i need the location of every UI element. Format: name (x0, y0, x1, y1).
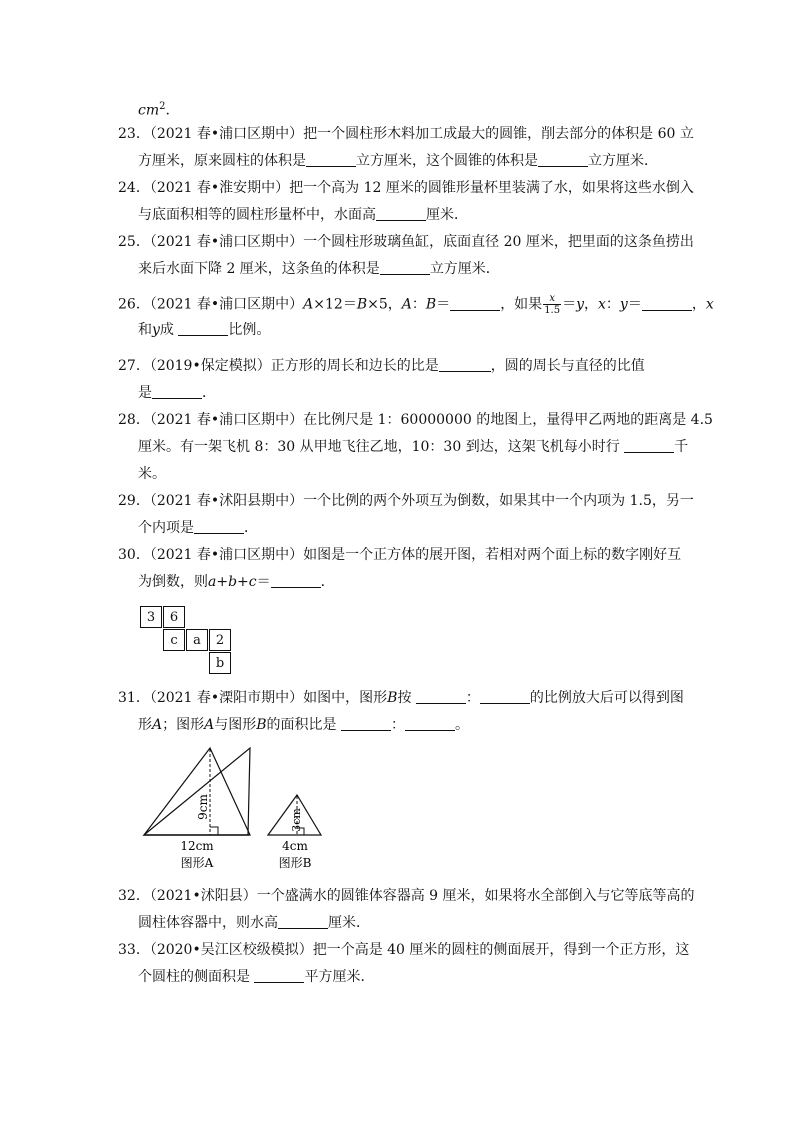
triangle-a-height-label: 9cm (196, 794, 210, 820)
question-29-line-1: 29．（2021 春•沭阳县期中）一个比例的两个外项互为倒数，如果其中一个内项为 1.5，另一 (118, 493, 694, 509)
question-28-line-3: 米。 (138, 466, 166, 482)
answer-blank[interactable] (178, 321, 228, 336)
question-33-line-1: 33．（2020•吴江区校级模拟）把一个高是 40 厘米的圆柱的侧面展开，得到一个正方形，这 (118, 942, 690, 958)
answer-blank[interactable] (341, 716, 391, 731)
answer-blank[interactable] (538, 152, 588, 167)
question-32-line-1: 32．（2021•沭阳县）一个盛满水的圆锥体容器高 9 厘米，如果将水全部倒入与它等底等高的 (118, 888, 695, 904)
question-33-line-2: 个圆柱的侧面积是 平方厘米． (138, 969, 375, 985)
answer-blank[interactable] (380, 260, 430, 275)
answer-blank[interactable] (254, 968, 304, 983)
triangle-b-caption: 图形B (278, 856, 312, 870)
triangle-a-caption: 图形A (180, 856, 214, 870)
answer-blank[interactable] (416, 689, 466, 704)
answer-blank[interactable] (376, 206, 426, 221)
question-28-line-1: 28．（2021 春•浦口区期中）在比例尺是 1：60000000 的地图上，量得甲乙两地的距离是 4.5 (118, 412, 713, 428)
answer-blank[interactable] (624, 438, 674, 453)
question-31-line-1: 31．（2021 春•溧阳市期中）如图中，图形B按 ： 的比例放大后可以得到图 (118, 690, 684, 706)
triangles-figure (135, 745, 335, 875)
answer-blank[interactable] (439, 357, 491, 372)
question-30-line-1: 30．（2021 春•浦口区期中）如图是一个正方体的展开图，若相对两个面上标的数字刚好互 (118, 547, 682, 563)
net-face: 2 (209, 629, 231, 651)
answer-blank[interactable] (271, 573, 321, 588)
question-30-line-2: 为倒数，则a+b+c＝ ． (138, 574, 335, 590)
net-face: 6 (163, 606, 185, 628)
triangle-a-base-label: 12cm (180, 839, 214, 853)
triangle-b-base-label: 4cm (282, 839, 308, 853)
answer-blank[interactable] (152, 384, 202, 399)
question-27-line-2: 是 ． (138, 385, 216, 401)
net-face: b (209, 652, 231, 674)
answer-blank[interactable] (405, 716, 455, 731)
answer-blank[interactable] (480, 689, 530, 704)
question-23-line-1: 23．（2021 春•浦口区期中）把一个圆柱形木料加工成最大的圆锥，削去部分的体积是 60 立 (118, 126, 694, 142)
question-26-line-2: 和y成 比例。 (138, 322, 271, 338)
question-31-line-2: 形A；图形A与图形B的面积比是 ： 。 (138, 717, 469, 733)
question-24-line-2: 与底面积相等的圆柱形量杯中，水面高 厘米． (138, 207, 468, 223)
question-32-line-2: 圆柱体容器中，则水高 厘米． (138, 915, 370, 931)
triangle-b-height-label: 3cm (290, 808, 303, 832)
answer-blank[interactable] (194, 519, 244, 534)
net-face: 3 (140, 606, 162, 628)
fraction-x-over-1-5: $\frac{x}{1.5}$ (544, 293, 561, 316)
question-23-line-2: 方厘米，原来圆柱的体积是 立方厘米，这个圆锥的体积是 立方厘米． (138, 153, 658, 169)
question-25-line-2: 来后水面下降 2 厘米，这条鱼的体积是 立方厘米． (138, 261, 500, 277)
question-29-line-2: 个内项是 ． (138, 520, 258, 536)
triangle-a (144, 748, 250, 870)
question-25-line-1: 25．（2021 春•浦口区期中）一个圆柱形玻璃鱼缸，底面直径 20 厘米，把里面的这条鱼捞出 (118, 234, 694, 250)
net-face: c (163, 629, 185, 651)
question-28-line-2: 厘米。有一架飞机 8：30 从甲地飞往乙地，10：30 到达，这架飞机每小时行 千 (138, 439, 689, 455)
question-26-line-1: 26．（2021 春•浦口区期中）A×12＝B×5，A：B＝ ，如果 $\frac{x}{1.5}$ ＝y，x：y＝ ，x (118, 293, 714, 316)
answer-blank[interactable] (642, 296, 692, 311)
answer-blank[interactable] (450, 296, 500, 311)
prev-answer-unit: $cm^2$. (138, 101, 170, 119)
question-24-line-1: 24．（2021 春•淮安期中）把一个高为 12 厘米的圆锥形量杯里装满了水，如果将这些水倒入 (118, 180, 694, 196)
question-27-line-1: 27．（2019•保定模拟）正方形的周长和边长的比是 ，圆的周长与直径的比值 (118, 358, 645, 374)
answer-blank[interactable] (278, 914, 328, 929)
answer-blank[interactable] (306, 152, 356, 167)
triangle-b (268, 795, 321, 870)
net-face: a (186, 629, 208, 651)
